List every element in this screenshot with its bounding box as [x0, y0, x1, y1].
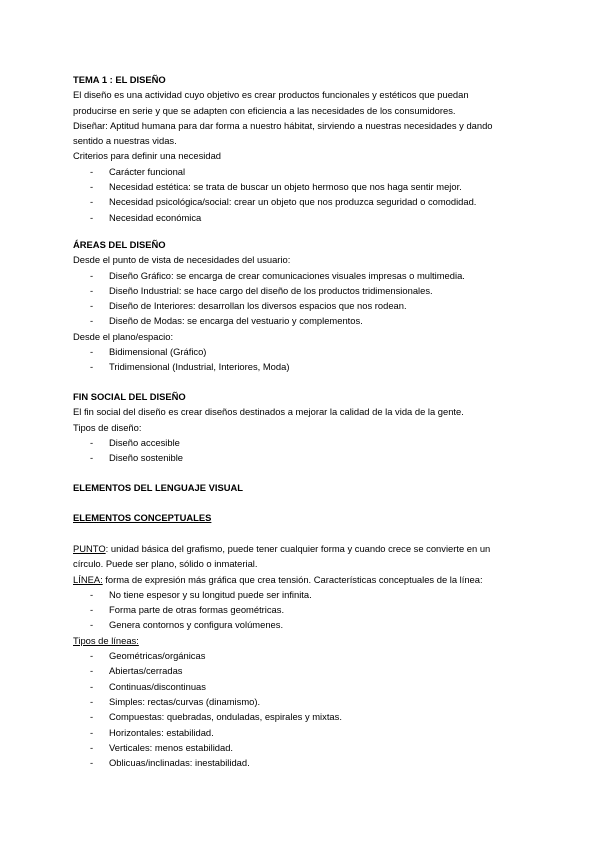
list-item: - Diseño Industrial: se hace cargo del diseño de los productos tridimensionales.: [73, 283, 533, 298]
list-item: - Diseño accesible: [73, 435, 533, 450]
section-title: TEMA 1 : EL DISEÑO: [73, 74, 166, 85]
section-title: FIN SOCIAL DEL DISEÑO: [73, 391, 186, 402]
paragraph-line: LÍNEA: forma de expresión más gráfica que crea tensión. Características conceptuales de la línea:: [73, 573, 483, 585]
list-item: - Forma parte de otras formas geométricas.: [73, 602, 533, 617]
bullet-dash: -: [90, 452, 94, 464]
list-item: - Diseño de Modas: se encarga del vestuario y complementos.: [73, 313, 533, 328]
list-item: - Necesidad económica: [73, 210, 533, 225]
list-item: - Bidimensional (Gráfico): [73, 344, 533, 359]
section-punto-linea: [73, 541, 533, 770]
list-item: - Necesidad psicológica/social: crear un objeto que nos produzca seguridad o comodidad.: [73, 194, 533, 209]
bullet-dash: -: [90, 300, 94, 312]
bullet-dash: -: [90, 196, 94, 208]
list-item: - Horizontales: estabilidad.: [73, 725, 533, 740]
list-item: - Tridimensional (Industrial, Interiores, Moda): [73, 359, 533, 374]
list-item: - No tiene espesor y su longitud puede ser infinita.: [73, 587, 533, 602]
list-label: Criterios para definir una necesidad: [73, 150, 221, 162]
bullet-dash: -: [90, 665, 94, 677]
section-fin-social: [73, 389, 533, 465]
bullet-dash: -: [90, 346, 94, 358]
section-elementos: [73, 480, 533, 495]
bullet-dash: -: [90, 619, 94, 631]
list-item: - Simples: rectas/curvas (dinamismo).: [73, 694, 533, 709]
list-item: - Compuestas: quebradas, onduladas, espirales y mixtas.: [73, 709, 533, 724]
list-item: - Diseño de Interiores: desarrollan los diversos espacios que nos rodean.: [73, 298, 533, 313]
bullet-dash: -: [90, 695, 94, 707]
bullet-dash: -: [90, 269, 94, 281]
bullet-dash: -: [90, 284, 94, 296]
paragraph-line: círculo. Puede ser plano, sólido o inmaterial.: [73, 558, 258, 570]
list-item: - Geométricas/orgánicas: [73, 648, 533, 663]
bullet-dash: -: [90, 680, 94, 692]
list-item: - Verticales: menos estabilidad.: [73, 740, 533, 755]
bullet-dash: -: [90, 741, 94, 753]
bullet-dash: -: [90, 726, 94, 738]
punto-term: PUNTO: [73, 543, 106, 554]
section-conceptuales: [73, 510, 533, 525]
paragraph-line: El diseño es una actividad cuyo objetivo es crear productos funcionales y estéticos que puedan: [73, 89, 469, 101]
list-label: Tipos de diseño:: [73, 421, 142, 433]
list-item: - Oblicuas/inclinadas: inestabilidad.: [73, 755, 533, 770]
bullet-dash: -: [90, 436, 94, 448]
subsection-title: ELEMENTOS CONCEPTUALES: [73, 512, 212, 523]
list-item: - Genera contornos y configura volúmenes.: [73, 617, 533, 632]
list-label: Tipos de líneas:: [73, 634, 139, 646]
bullet-dash: -: [90, 211, 94, 223]
paragraph-line: producirse en serie y que se adapten con eficiencia a las necesidades de los consumidores.: [73, 104, 456, 116]
paragraph-line: El fin social del diseño es crear diseños destinados a mejorar la calidad de la vida de la gente.: [73, 406, 464, 418]
paragraph-line: Diseñar: Aptitud humana para dar forma a nuestro hábitat, sirviendo a nuestras necesidades y dando: [73, 119, 493, 131]
linea-term: LÍNEA:: [73, 573, 103, 585]
section-title: ELEMENTOS DEL LENGUAJE VISUAL: [73, 482, 243, 493]
bullet-dash: -: [90, 604, 94, 616]
bullet-dash: -: [90, 181, 94, 193]
bullet-dash: -: [90, 650, 94, 662]
section-areas: [73, 237, 533, 375]
bullet-dash: -: [90, 588, 94, 600]
section-title: ÁREAS DEL DISEÑO: [73, 239, 166, 250]
list-label: Desde el plano/espacio:: [73, 330, 174, 342]
list-item: - Continuas/discontinuas: [73, 679, 533, 694]
paragraph-line: PUNTO: unidad básica del grafismo, puede tener cualquier forma y cuando crece se convierte en un: [73, 543, 491, 554]
list-label: Desde el punto de vista de necesidades del usuario:: [73, 254, 291, 266]
bullet-dash: -: [90, 315, 94, 327]
list-item: - Diseño Gráfico: se encarga de crear comunicaciones visuales impresas o multimedia.: [73, 268, 533, 283]
bullet-dash: -: [90, 757, 94, 769]
list-item: - Necesidad estética: se trata de buscar un objeto hermoso que nos haga sentir mejor.: [73, 179, 533, 194]
list-item: - Diseño sostenible: [73, 450, 533, 465]
list-item: - Abiertas/cerradas: [73, 663, 533, 678]
bullet-dash: -: [90, 165, 94, 177]
list-item: - Carácter funcional: [73, 164, 533, 179]
paragraph-line: sentido a nuestras vidas.: [73, 135, 177, 147]
section-tema: [73, 72, 533, 225]
bullet-dash: -: [90, 361, 94, 373]
bullet-dash: -: [90, 711, 94, 723]
